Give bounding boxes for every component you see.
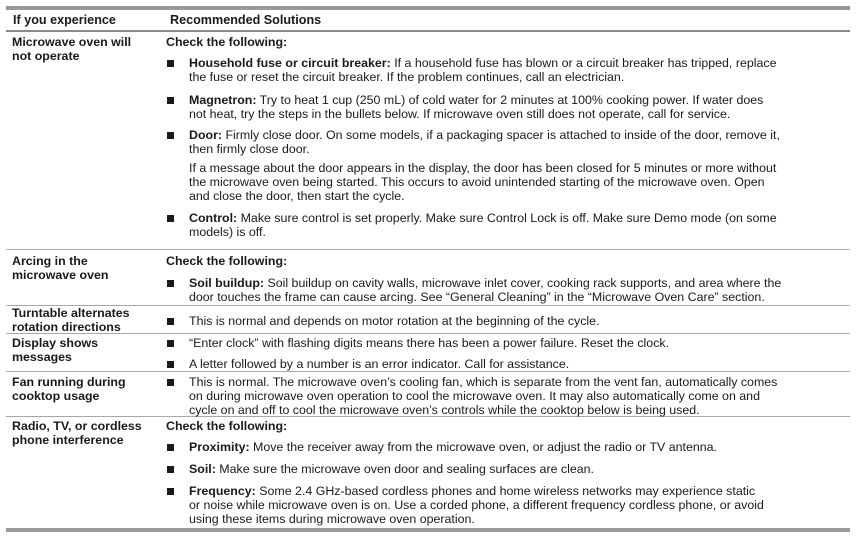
solution-line	[189, 93, 763, 107]
solution-line: not heat, try the steps in the bullets below. If microwave oven still does not operate, call for service.	[189, 107, 731, 121]
row-divider	[6, 305, 850, 306]
solution-line	[189, 462, 594, 476]
problem-line: Fan running during	[12, 375, 126, 389]
solution-line: “Enter clock” with flashing digits means there has been a power failure. Reset the clock.	[189, 336, 670, 350]
header-col-problem: If you experience	[13, 13, 116, 27]
solution-line: then firmly close door.	[189, 142, 310, 156]
solution-label: Control:	[189, 211, 238, 225]
problem-line: Turntable alternates	[12, 306, 130, 320]
solution-line	[189, 211, 777, 225]
check-heading: Check the following:	[166, 254, 288, 268]
solution-line: door touches the frame can cause arcing. See “General Cleaning” in the “Microwave Oven Care” section.	[189, 290, 765, 304]
solution-label: Proximity:	[189, 440, 250, 454]
solution-label: Household fuse or circuit breaker:	[189, 56, 391, 70]
solution-line: on during microwave oven operation to cool the microwave oven. It may also automatically come on and	[189, 389, 760, 403]
header-rule	[6, 30, 850, 32]
problem-line: Display shows	[12, 336, 99, 350]
solution-line: or noise while microwave oven is on. Use a corded phone, a different frequency cordless phone, or avoid	[189, 498, 764, 512]
solution-text: Try to heat 1 cup (250 mL) of cold water for 2 minutes at 100% cooking power. If water does	[256, 93, 764, 107]
solution-line: If a message about the door appears in the display, the door has been closed for 5 minutes or more without	[189, 161, 777, 175]
bullet-icon	[167, 318, 174, 325]
solution-line: and close the door, then start the cycle.	[189, 189, 405, 203]
solution-line	[189, 484, 755, 498]
problem-line: rotation directions	[12, 320, 121, 334]
solution-label: Door:	[189, 128, 223, 142]
problem-line: Radio, TV, or cordless	[12, 419, 142, 433]
bottom-rule	[6, 528, 850, 532]
check-heading: Check the following:	[166, 35, 288, 49]
solution-line	[189, 128, 780, 142]
problem-line: microwave oven	[12, 268, 109, 282]
solution-label: Soil:	[189, 462, 216, 476]
solution-line: This is normal and depends on motor rotation at the beginning of the cycle.	[189, 314, 600, 328]
solution-text: If a household fuse has blown or a circuit breaker has tripped, replace	[390, 56, 777, 70]
problem-line: messages	[12, 350, 72, 364]
solution-label: Magnetron:	[189, 93, 257, 107]
header-col-solutions: Recommended Solutions	[170, 13, 322, 27]
solution-label: Frequency:	[189, 484, 256, 498]
bullet-icon	[167, 361, 174, 368]
row-divider	[6, 249, 850, 250]
bullet-icon	[167, 340, 174, 347]
solution-line	[189, 440, 717, 454]
bullet-icon	[167, 132, 174, 139]
row-divider	[6, 371, 850, 372]
bullet-icon	[167, 60, 174, 67]
bullet-icon	[167, 97, 174, 104]
bullet-icon	[167, 466, 174, 473]
row-divider	[6, 333, 850, 334]
bullet-icon	[167, 280, 174, 287]
solution-line	[189, 56, 776, 70]
bullet-icon	[167, 444, 174, 451]
problem-line: not operate	[12, 49, 80, 63]
solution-line: using these items during microwave oven operation.	[189, 512, 475, 526]
solution-text: Soil buildup on cavity walls, microwave inlet cover, cooking rack supports, and area where the	[264, 276, 782, 290]
bullet-icon	[167, 488, 174, 495]
solution-line	[189, 276, 781, 290]
top-rule	[6, 6, 850, 10]
check-heading: Check the following:	[166, 419, 288, 433]
solution-line: the fuse or reset the circuit breaker. If the problem continues, call an electrician.	[189, 70, 625, 84]
solution-text: Move the receiver away from the microwave oven, or adjust the radio or TV antenna.	[249, 440, 717, 454]
solution-text: Make sure the microwave oven door and sealing surfaces are clean.	[215, 462, 594, 476]
solution-text: Some 2.4 GHz-based cordless phones and home wireless networks may experience static	[255, 484, 756, 498]
bullet-icon	[167, 379, 174, 386]
solution-line: models) is off.	[189, 225, 266, 239]
problem-line: phone interference	[12, 433, 124, 447]
problem-line: Microwave oven will	[12, 35, 132, 49]
solution-line: the microwave oven being started. This occurs to avoid unintended starting of the microwave oven. Open	[189, 175, 765, 189]
bullet-icon	[167, 215, 174, 222]
solution-line: cycle on and off to cool the microwave oven’s controls while the cooktop below is being used.	[189, 403, 700, 417]
solution-line: This is normal. The microwave oven’s cooling fan, which is separate from the vent fan, automatically comes	[189, 375, 778, 389]
problem-line: cooktop usage	[12, 389, 100, 403]
solution-text: Firmly close door. On some models, if a packaging spacer is attached to inside of the door, remove it,	[222, 128, 780, 142]
solution-label: Soil buildup:	[189, 276, 265, 290]
solution-text: Make sure control is set properly. Make sure Control Lock is off. Make sure Demo mode (on some	[237, 211, 777, 225]
problem-line: Arcing in the	[12, 254, 88, 268]
solution-line: A letter followed by a number is an error indicator. Call for assistance.	[189, 357, 570, 371]
